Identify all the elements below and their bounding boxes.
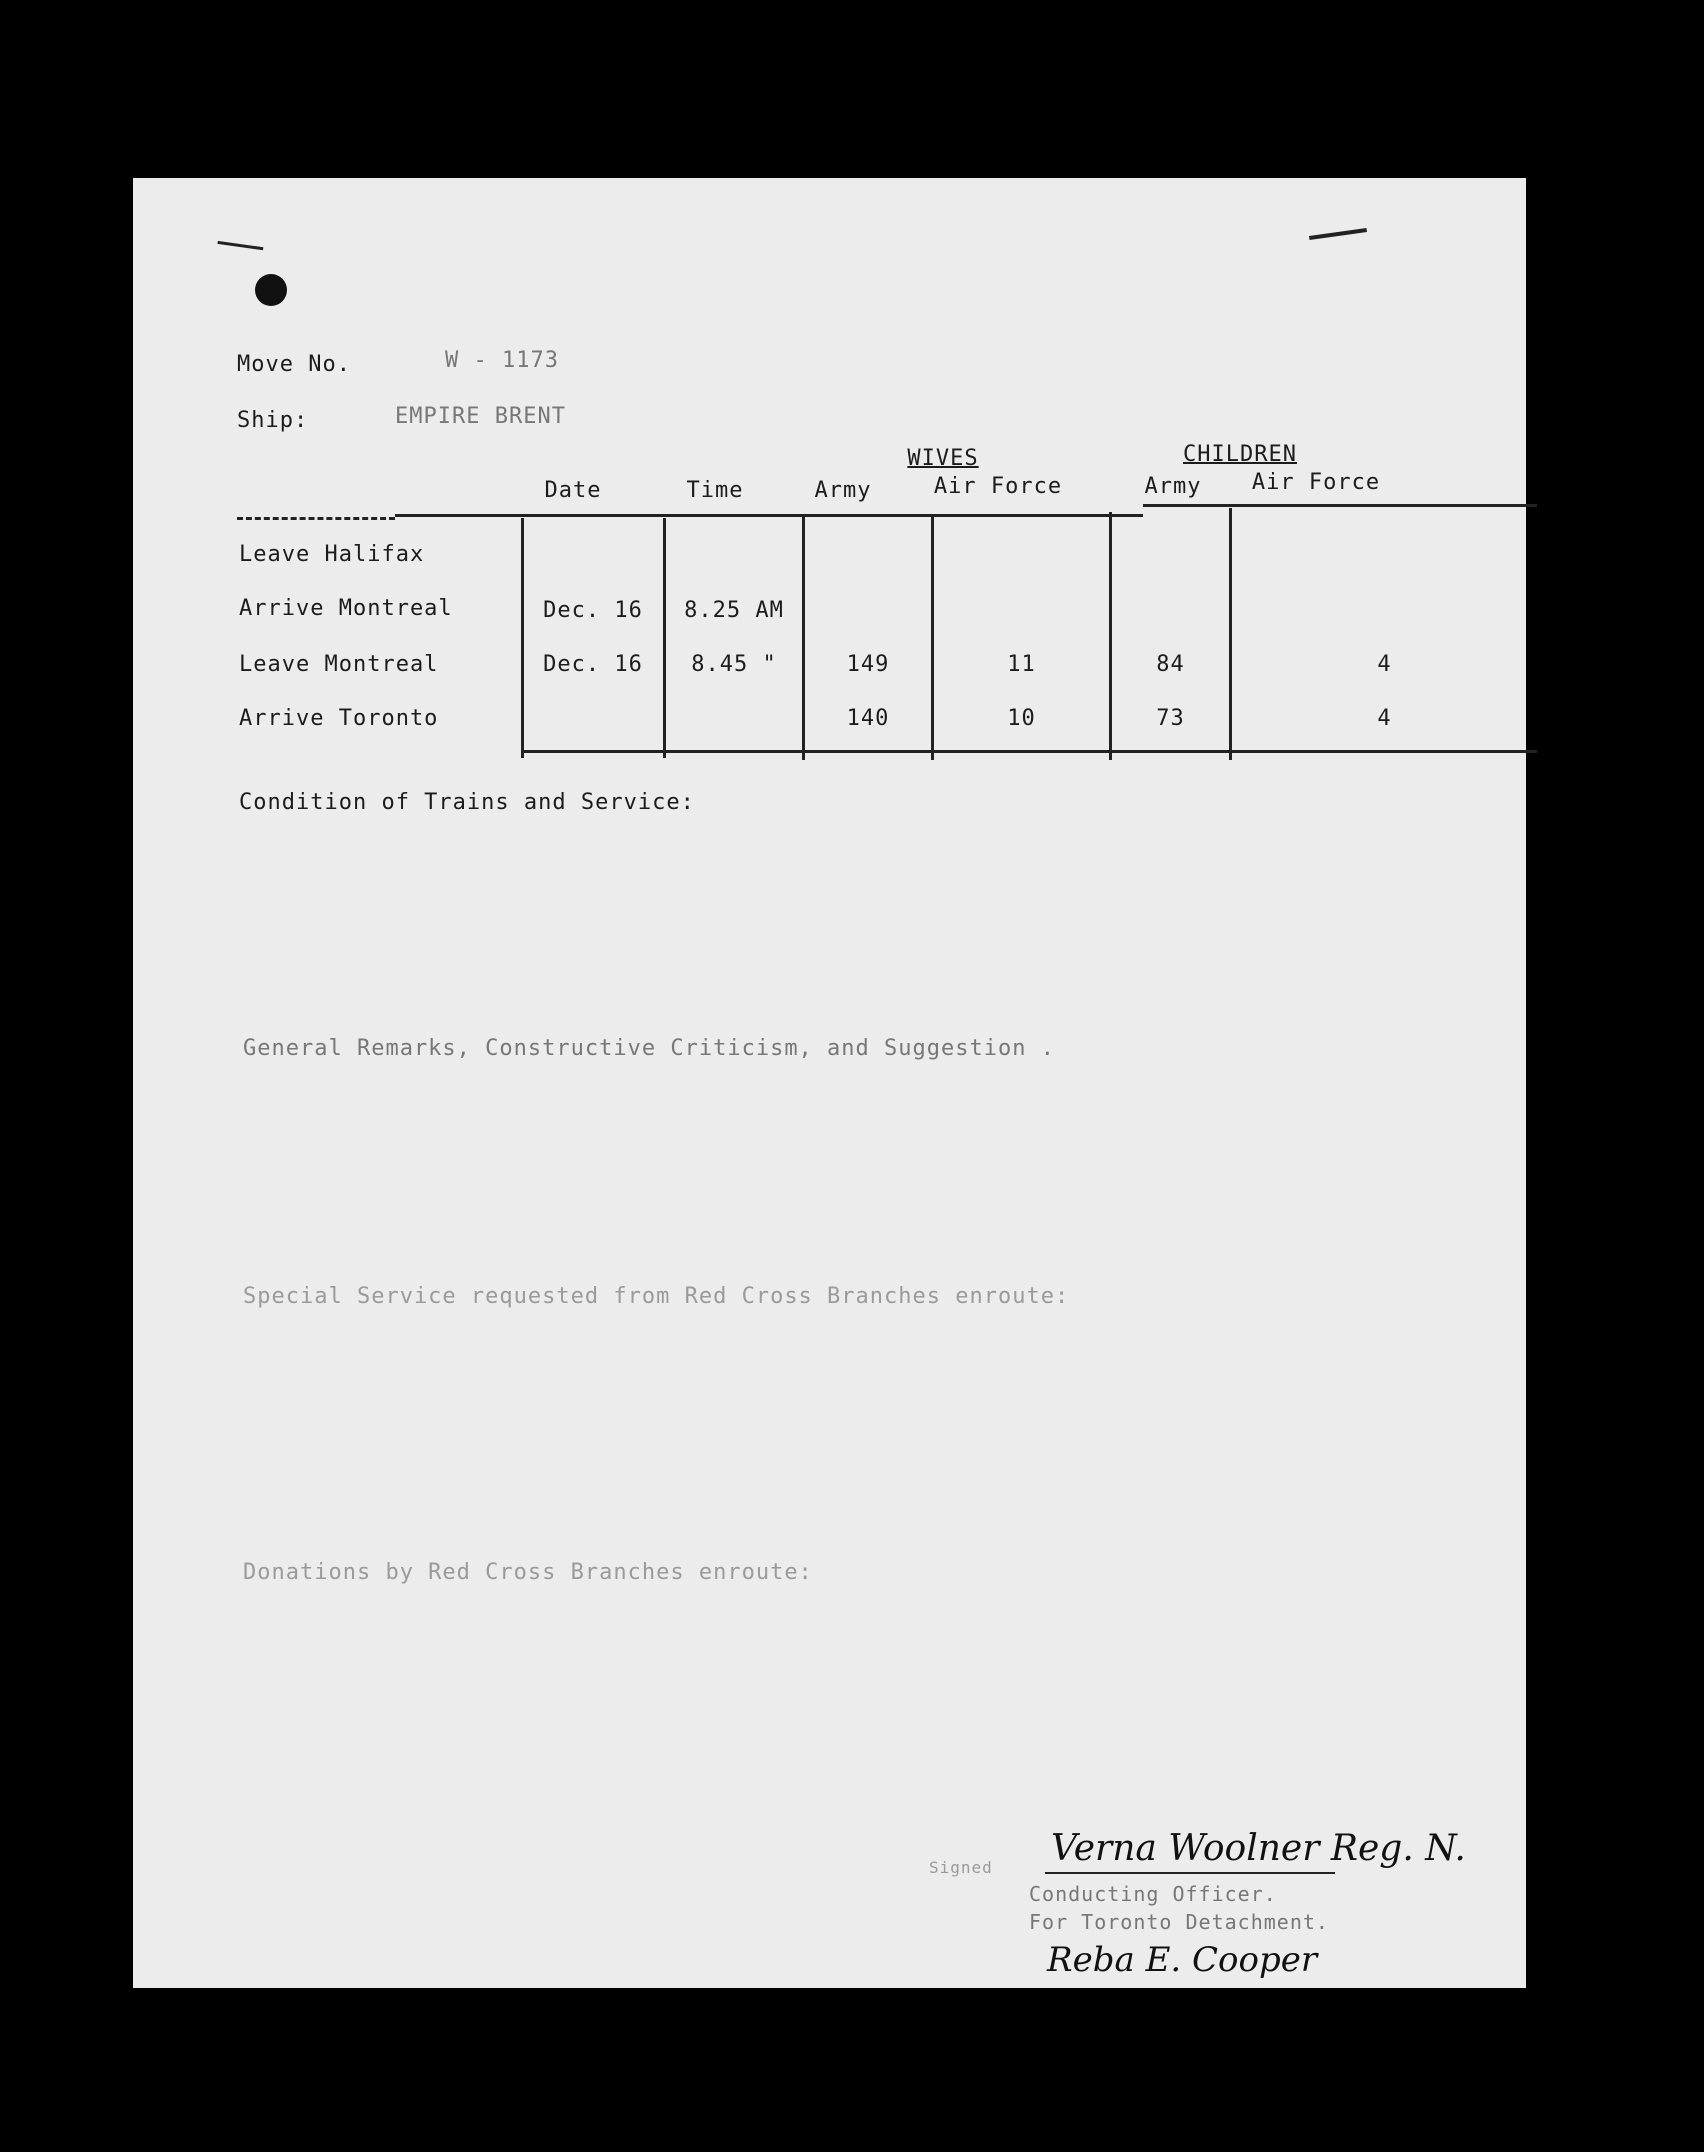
group-header-wives: WIVES xyxy=(907,446,979,471)
conducting-officer-signature: Verna Woolner Reg. N. xyxy=(1051,1828,1466,1869)
punch-hole xyxy=(255,274,287,306)
col-header-wives-airforce: Air Force xyxy=(933,474,1063,499)
officer-detachment: For Toronto Detachment. xyxy=(1029,1910,1329,1934)
ship-name: EMPIRE BRENT xyxy=(395,404,566,429)
table-top-rule-right xyxy=(1143,504,1537,507)
table-cell: 140 xyxy=(846,706,890,731)
row-label: Leave Montreal xyxy=(239,652,439,677)
second-signature: Reba E. Cooper xyxy=(1047,1940,1318,1980)
col-header-wives-army: Army xyxy=(814,478,872,503)
table-cell: 11 xyxy=(1007,652,1036,677)
table-cell: 4 xyxy=(1377,706,1392,731)
col-header-date: Date xyxy=(544,478,602,503)
table-top-rule xyxy=(395,514,1143,517)
table-divider xyxy=(663,518,666,758)
document-page xyxy=(133,178,1526,1988)
officer-title: Conducting Officer. xyxy=(1029,1882,1277,1906)
table-cell: 73 xyxy=(1156,706,1185,731)
row-label: Arrive Montreal xyxy=(239,596,453,621)
col-header-children-airforce: Air Force xyxy=(1251,470,1381,495)
group-header-children: CHILDREN xyxy=(1183,442,1297,467)
donations-heading: Donations by Red Cross Branches enroute: xyxy=(243,1560,813,1585)
table-cell: 10 xyxy=(1007,706,1036,731)
col-header-time: Time xyxy=(686,478,744,503)
row-label: Arrive Toronto xyxy=(239,706,439,731)
signed-label: Signed xyxy=(929,1858,993,1877)
ship-label: Ship: xyxy=(237,408,309,433)
table-cell: 84 xyxy=(1156,652,1185,677)
table-cell: 149 xyxy=(846,652,890,677)
table-bottom-rule xyxy=(521,750,1537,753)
table-top-rule-left xyxy=(237,517,395,520)
pencil-mark xyxy=(217,241,264,256)
remarks-heading: General Remarks, Constructive Criticism, and Suggestion . xyxy=(243,1036,1055,1061)
signature-line xyxy=(1045,1872,1335,1874)
table-cell: 4 xyxy=(1377,652,1392,677)
table-cell: Dec. 16 xyxy=(543,598,643,623)
condition-heading: Condition of Trains and Service: xyxy=(239,790,695,815)
move-label: Move No. xyxy=(237,352,351,377)
pencil-dash xyxy=(1309,228,1367,240)
row-label: Leave Halifax xyxy=(239,542,425,567)
table-divider xyxy=(521,518,524,758)
move-number: W - 1173 xyxy=(445,348,559,373)
table-cell: Dec. 16 xyxy=(543,652,643,677)
special-service-heading: Special Service requested from Red Cross Branches enroute: xyxy=(243,1284,1070,1309)
col-header-children-army: Army xyxy=(1144,474,1202,499)
table-cell: 8.45 " xyxy=(691,652,777,677)
table-cell: 8.25 AM xyxy=(684,598,784,623)
